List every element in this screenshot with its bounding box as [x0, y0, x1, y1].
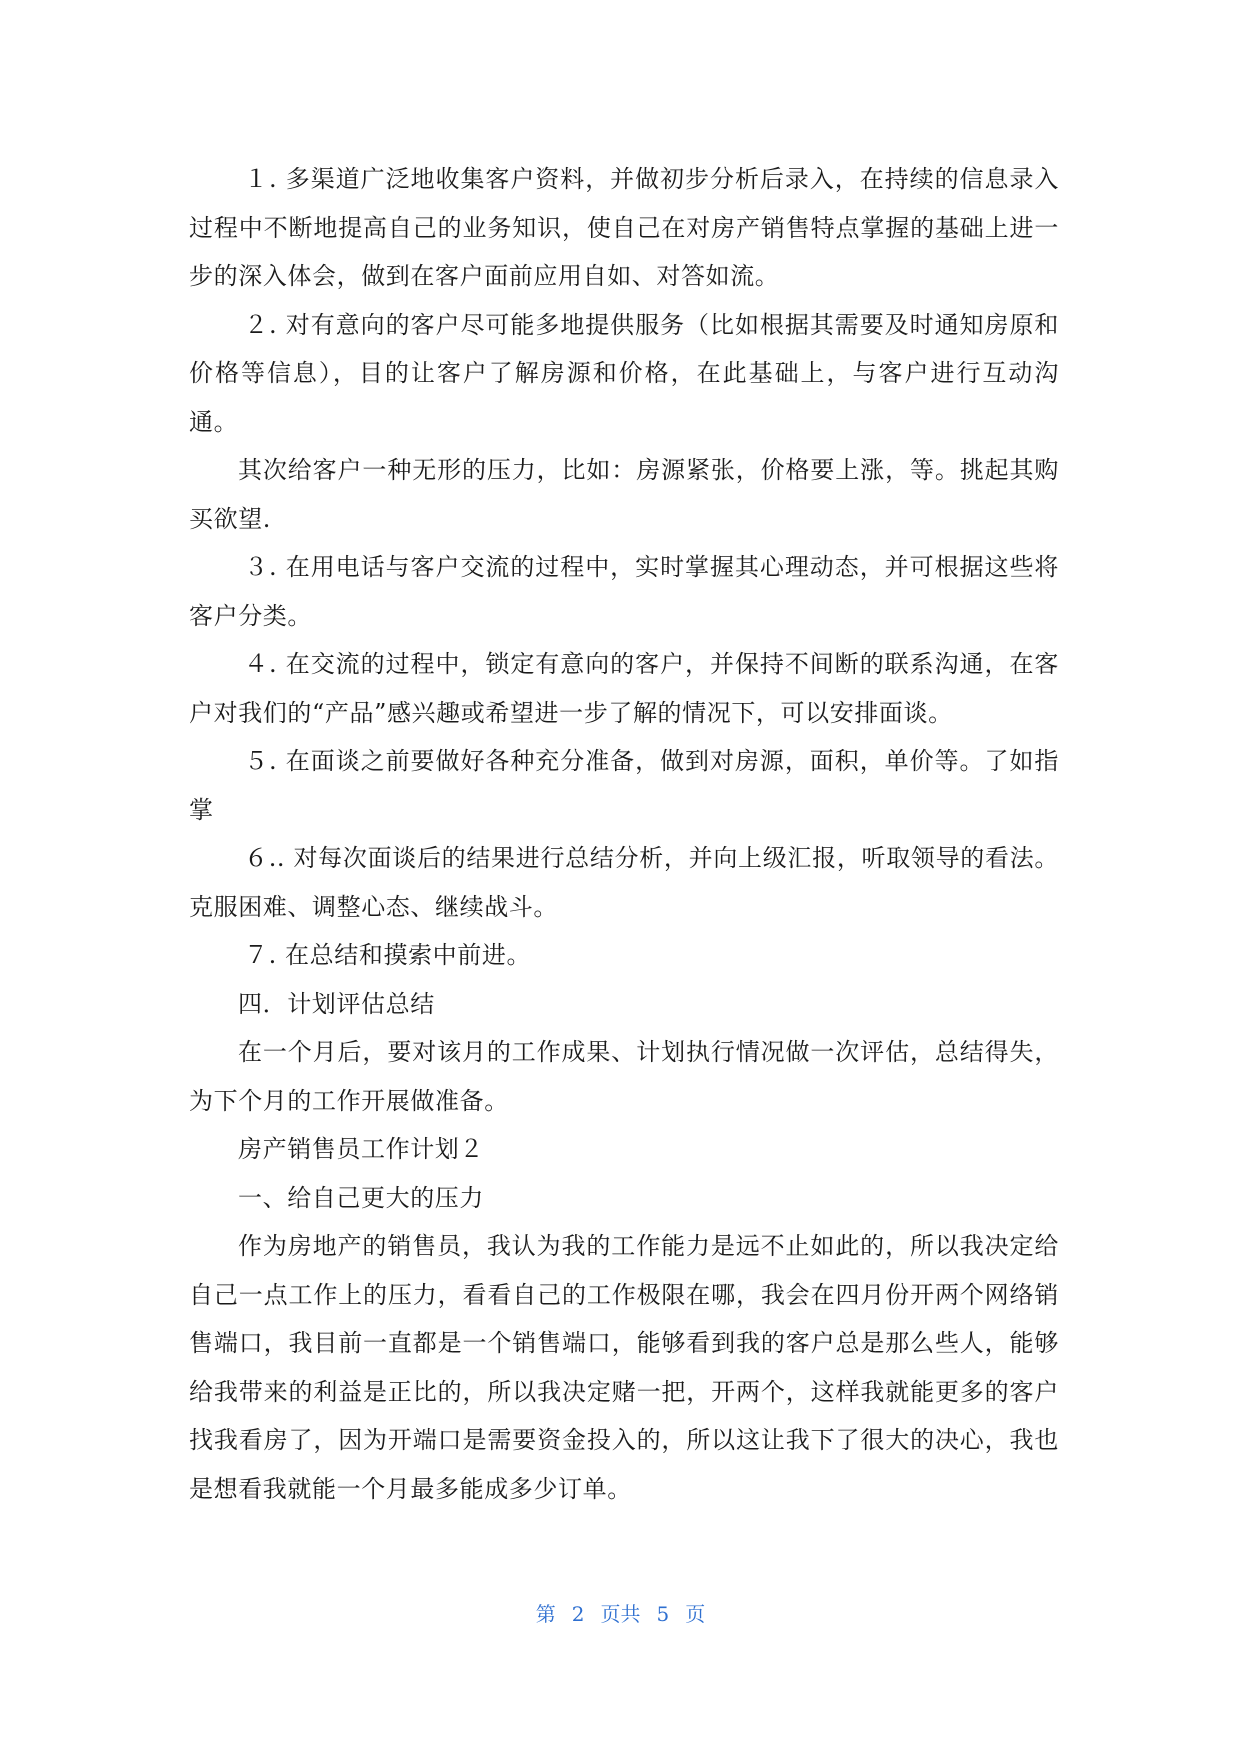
section-heading-four: 四．计划评估总结 [238, 989, 435, 1018]
paragraph-item-2: ２. 对有意向的客户尽可能多地提供服务（比如根据其需要及时通知房原和价格等信息），目的让客户了解房源和价格，在此基础上，与客户进行互动沟通。 [189, 310, 1059, 436]
plan-title-2: 房产销售员工作计划２ [238, 1135, 484, 1163]
paragraph-item-4: ４. 在交流的过程中，锁定有意向的客户，并保持不间断的联系沟通，在客户对我们的“产品”感兴趣或希望进一步了解的情况下，可以安排面谈。 [189, 650, 1059, 727]
paragraph-item-5: ５. 在面谈之前要做好各种充分准备，做到对房源，面积，单价等。了如指掌 [189, 747, 1059, 824]
paragraph-item-1: １. 多渠道广泛地收集客户资料，并做初步分析后录入，在持续的信息录入过程中不断地提高自己的业务知识，使自己在对房产销售特点掌握的基础上进一步的深入体会，做到在客户面前应用自如、对答如流。 [189, 165, 1059, 290]
paragraph-item-7: ７. 在总结和摸索中前进。 [244, 941, 532, 969]
footer-label-page: 第 [535, 1602, 556, 1626]
footer-total-pages: 5 [656, 1602, 670, 1626]
paragraph-evaluation: 在一个月后，要对该月的工作成果、计划执行情况做一次评估，总结得失，为下个月的工作开展做准备。 [189, 1038, 1059, 1115]
paragraph-item-3: ３. 在用电话与客户交流的过程中，实时掌握其心理动态，并可根据这些将客户分类。 [189, 553, 1059, 630]
footer-label-of: 页共 [600, 1602, 641, 1626]
paragraph-pressure: 其次给客户一种无形的压力，比如：房源紧张，价格要上涨，等。挑起其购买欲望. [189, 456, 1059, 533]
footer-current-page: 2 [571, 1602, 585, 1626]
paragraph-item-6: ６.. 对每次面谈后的结果进行总结分析，并向上级汇报，听取领导的看法。克服困难、调整心态、继续战斗。 [189, 844, 1059, 921]
paragraph-self-pressure: 作为房地产的销售员，我认为我的工作能力是远不止如此的，所以我决定给自己一点工作上的压力，看看自己的工作极限在哪，我会在四月份开两个网络销售端口，我目前一直都是一个销售端口，能够看到我的客户总是那么些人，能够给我带来的利益是正比的，所以我决定赌一把，开两个，这样我就能更多的客户找我看房了，因为开端口是需要资金投入的，所以这让我下了很大的决心，我也是想看我就能一个月最多能成多少订单。 [189, 1232, 1059, 1503]
document-body [189, 155, 1059, 1513]
page-footer [0, 1598, 1241, 1627]
footer-label-end: 页 [685, 1602, 706, 1626]
section-heading-one: 一、给自己更大的压力 [238, 1183, 484, 1212]
